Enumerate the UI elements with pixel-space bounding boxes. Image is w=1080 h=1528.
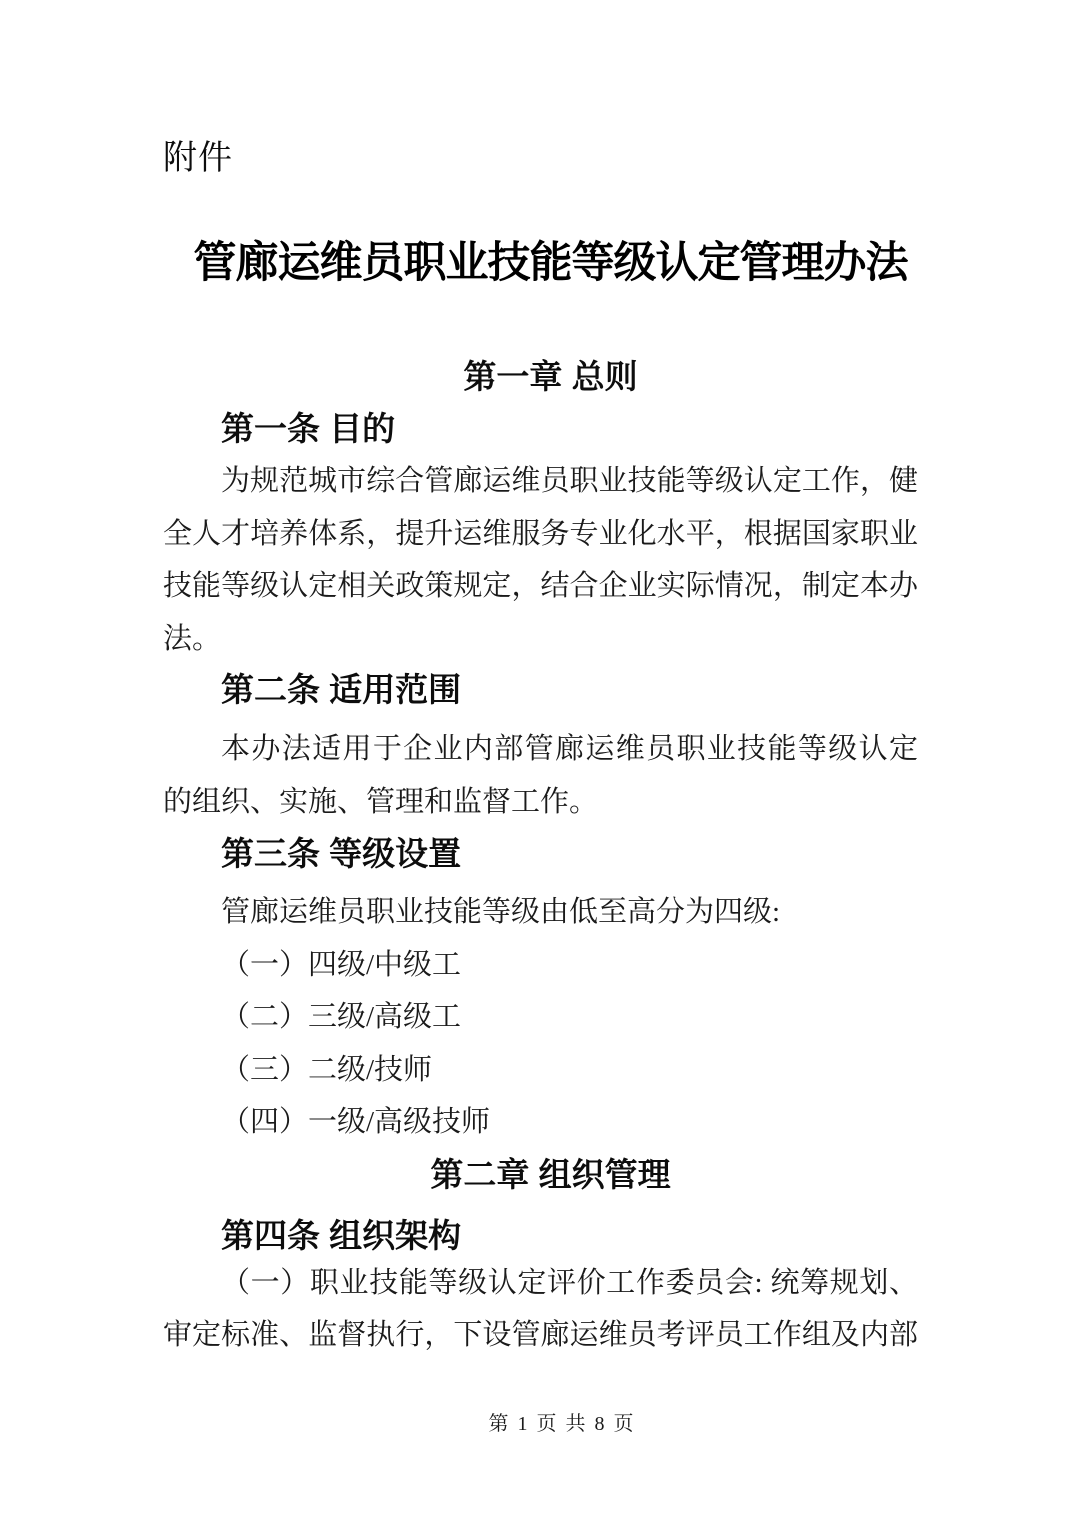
body-line: 法。: [163, 622, 222, 655]
article-1-heading: 第一条 目的: [221, 410, 396, 447]
body-line: 审定标准、监督执行，下设管廊运维员考评员工作组及内部: [163, 1319, 918, 1351]
skill-level-item: （四）一级/高级技师: [221, 1106, 491, 1138]
article-4-body: [163, 1257, 918, 1362]
chapter-2-heading: 第二章 组织管理: [430, 1155, 671, 1193]
article-4-heading: 第四条 组织架构: [221, 1216, 462, 1254]
article-1-body: [163, 455, 918, 665]
body-line: 为规范城市综合管廊运维员职业技能等级认定工作，健: [221, 465, 918, 497]
article-2-heading: 第二条 适用范围: [221, 671, 462, 708]
article-2-body: [163, 723, 918, 828]
body-line: 的组织、实施、管理和监督工作。: [163, 785, 599, 818]
body-line: 技能等级认定相关政策规定，结合企业实际情况，制定本办: [163, 570, 918, 602]
body-line: 全人才培养体系，提升运维服务专业化水平，根据国家职业: [163, 517, 918, 550]
chapter-1-heading: 第一章 总则: [463, 358, 638, 395]
attachment-label: 附件: [163, 139, 233, 177]
body-line: （一）职业技能等级认定评价工作委员会: 统筹规划、: [221, 1266, 918, 1299]
skill-level-item: （一）四级/中级工: [221, 948, 462, 981]
article-3-intro: [163, 886, 918, 939]
skill-level-item: （三）二级/技师: [221, 1053, 433, 1086]
document-content: [163, 138, 918, 1362]
skill-level-item: （二）三级/高级工: [221, 1001, 462, 1033]
page-number: 第 1 页 共 8 页: [488, 1413, 636, 1435]
body-line: 本办法适用于企业内部管廊运维员职业技能等级认定: [221, 733, 918, 765]
document-title: 管廊运维员职业技能等级认定管理办法: [193, 240, 908, 287]
article-3-heading: 第三条 等级设置: [221, 835, 462, 872]
body-line: 管廊运维员职业技能等级由低至高分为四级:: [221, 896, 781, 928]
skill-level-list: [163, 939, 918, 1149]
